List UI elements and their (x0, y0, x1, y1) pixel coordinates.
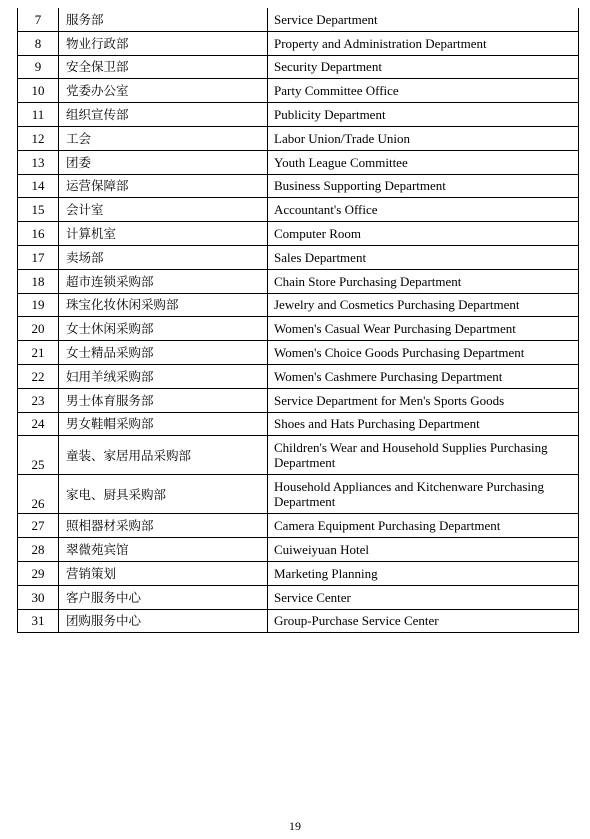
english-name: Accountant's Office (268, 198, 579, 222)
table-row (18, 269, 579, 293)
row-number: 19 (18, 293, 59, 317)
table-row (18, 317, 579, 341)
chinese-name: 营销策划 (59, 561, 268, 585)
chinese-name: 工会 (59, 126, 268, 150)
row-number: 26 (18, 475, 59, 514)
english-name: Property and Administration Department (268, 31, 579, 55)
row-number: 22 (18, 364, 59, 388)
chinese-name: 团购服务中心 (59, 609, 268, 633)
chinese-name: 客户服务中心 (59, 585, 268, 609)
english-name: Service Center (268, 585, 579, 609)
english-name: Publicity Department (268, 103, 579, 127)
chinese-name: 服务部 (59, 8, 268, 31)
row-number: 7 (18, 8, 59, 31)
table-row (18, 561, 579, 585)
row-number: 17 (18, 245, 59, 269)
table-row (18, 174, 579, 198)
chinese-name: 童装、家居用品采购部 (59, 436, 268, 475)
row-number: 8 (18, 31, 59, 55)
table-row (18, 436, 579, 475)
english-name: Jewelry and Cosmetics Purchasing Department (268, 293, 579, 317)
row-number: 24 (18, 412, 59, 436)
row-number: 10 (18, 79, 59, 103)
table-row (18, 364, 579, 388)
chinese-name: 照相器材采购部 (59, 514, 268, 538)
chinese-name: 超市连锁采购部 (59, 269, 268, 293)
english-name: Labor Union/Trade Union (268, 126, 579, 150)
table-row (18, 79, 579, 103)
table-row (18, 198, 579, 222)
chinese-name: 物业行政部 (59, 31, 268, 55)
english-name: Camera Equipment Purchasing Department (268, 514, 579, 538)
table-row (18, 388, 579, 412)
table-row (18, 585, 579, 609)
english-name: Children's Wear and Household Supplies Purchasing Department (268, 436, 579, 475)
table-row (18, 55, 579, 79)
english-name: Service Department for Men's Sports Goods (268, 388, 579, 412)
chinese-name: 女士精品采购部 (59, 341, 268, 365)
table-row (18, 514, 579, 538)
row-number: 16 (18, 222, 59, 246)
row-number: 9 (18, 55, 59, 79)
page-number: 19 (289, 819, 301, 833)
english-name: Chain Store Purchasing Department (268, 269, 579, 293)
english-name: Business Supporting Department (268, 174, 579, 198)
row-number: 20 (18, 317, 59, 341)
row-number: 13 (18, 150, 59, 174)
english-name: Shoes and Hats Purchasing Department (268, 412, 579, 436)
row-number: 12 (18, 126, 59, 150)
chinese-name: 计算机室 (59, 222, 268, 246)
english-name: Service Department (268, 8, 579, 31)
chinese-name: 安全保卫部 (59, 55, 268, 79)
english-name: Household Appliances and Kitchenware Purchasing Department (268, 475, 579, 514)
row-number: 23 (18, 388, 59, 412)
chinese-name: 翠微苑宾馆 (59, 538, 268, 562)
department-table (17, 8, 579, 633)
chinese-name: 卖场部 (59, 245, 268, 269)
table-row (18, 8, 579, 31)
chinese-name: 组织宣传部 (59, 103, 268, 127)
table-row (18, 293, 579, 317)
chinese-name: 男士体育服务部 (59, 388, 268, 412)
row-number: 30 (18, 585, 59, 609)
chinese-name: 会计室 (59, 198, 268, 222)
row-number: 27 (18, 514, 59, 538)
row-number: 11 (18, 103, 59, 127)
row-number: 29 (18, 561, 59, 585)
english-name: Women's Cashmere Purchasing Department (268, 364, 579, 388)
row-number: 21 (18, 341, 59, 365)
english-name: Youth League Committee (268, 150, 579, 174)
english-name: Computer Room (268, 222, 579, 246)
table-row (18, 31, 579, 55)
chinese-name: 团委 (59, 150, 268, 174)
table-row (18, 245, 579, 269)
row-number: 15 (18, 198, 59, 222)
table-row (18, 609, 579, 633)
english-name: Marketing Planning (268, 561, 579, 585)
table-row (18, 150, 579, 174)
english-name: Group-Purchase Service Center (268, 609, 579, 633)
chinese-name: 运营保障部 (59, 174, 268, 198)
chinese-name: 女士休闲采购部 (59, 317, 268, 341)
table-row (18, 475, 579, 514)
chinese-name: 党委办公室 (59, 79, 268, 103)
chinese-name: 妇用羊绒采购部 (59, 364, 268, 388)
table-row (18, 538, 579, 562)
english-name: Sales Department (268, 245, 579, 269)
row-number: 25 (18, 436, 59, 475)
chinese-name: 家电、厨具采购部 (59, 475, 268, 514)
row-number: 28 (18, 538, 59, 562)
table-row (18, 103, 579, 127)
row-number: 14 (18, 174, 59, 198)
row-number: 18 (18, 269, 59, 293)
table-row (18, 222, 579, 246)
chinese-name: 男女鞋帽采购部 (59, 412, 268, 436)
english-name: Women's Choice Goods Purchasing Department (268, 341, 579, 365)
chinese-name: 珠宝化妆休闲采购部 (59, 293, 268, 317)
table-row (18, 412, 579, 436)
row-number: 31 (18, 609, 59, 633)
english-name: Cuiweiyuan Hotel (268, 538, 579, 562)
table-row (18, 341, 579, 365)
english-name: Security Department (268, 55, 579, 79)
table-row (18, 126, 579, 150)
english-name: Party Committee Office (268, 79, 579, 103)
english-name: Women's Casual Wear Purchasing Department (268, 317, 579, 341)
